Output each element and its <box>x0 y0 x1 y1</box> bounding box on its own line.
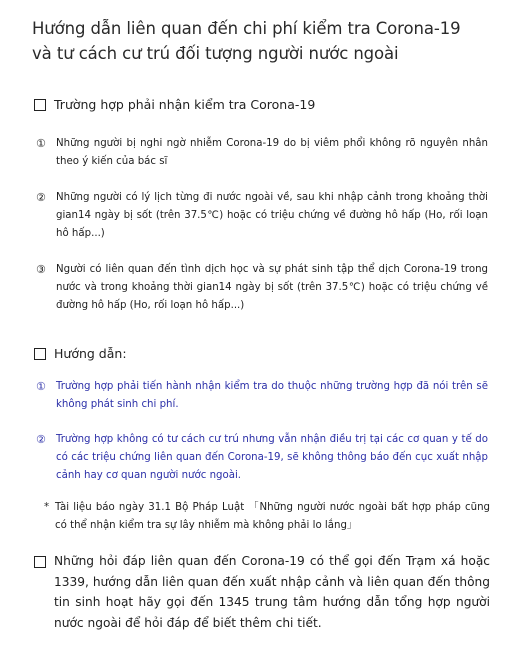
section-2-heading-text: Hướng dẫn: <box>54 346 127 361</box>
contact-info-text: Những hỏi đáp liên quan đến Corona-19 có thể gọi đến Trạm xá hoặc 1339, hướng dẫn liên quan đến xuất nhập cảnh và liên quan đến thông tin sinh hoạt hãy gọi đến 1345 trung tâm hướng dẫn tổng hợp người nước ngoài để hỏi đáp để biết thêm chi tiết. <box>54 554 490 630</box>
section-1-item-1 <box>36 135 488 171</box>
circled-number-1: ① <box>36 137 46 150</box>
section-1-item-2-text: Những người có lý lịch từng đi nước ngoài về, sau khi nhập cảnh trong khoảng thời gian14 ngày bị sốt (trên 37.5℃) hoặc có triệu chứng về đường hô hấp (Ho, rối loạn hô hấp...) <box>56 192 488 239</box>
section-1-heading-text: Trường hợp phải nhận kiểm tra Corona-19 <box>54 97 316 112</box>
checkbox-square-icon <box>34 99 46 111</box>
section-1-item-3-text: Người có liên quan đến tình dịch học và sự phát sinh tập thể dịch Corona-19 trong nước và trong khoảng thời gian14 ngày bị sốt (trên 37.5℃) hoặc có triệu chứng về đường hô hấp (Ho, rối loạn hô hấp...) <box>56 264 488 311</box>
section-1-heading <box>34 97 315 113</box>
checkbox-square-icon <box>34 556 46 568</box>
circled-number-2: ② <box>36 191 46 204</box>
reference-note-text: Tài liệu báo ngày 31.1 Bộ Pháp Luật 「Những người nước ngoài bất hợp pháp cũng có thể nhận kiểm tra sự lây nhiễm mà không phải lo lắng」 <box>55 502 490 531</box>
section-2-heading <box>34 346 127 362</box>
title-line-2: và tư cách cư trú đối tượng người nước ngoài <box>32 44 399 63</box>
title-line-1: Hướng dẫn liên quan đến chi phí kiểm tra Corona-19 <box>32 19 461 38</box>
section-2-item-1-text: Trường hợp phải tiến hành nhận kiểm tra do thuộc những trường hợp đã nói trên sẽ không phát sinh chi phí. <box>56 381 488 410</box>
reference-note <box>44 499 490 535</box>
section-2-item-2-text: Trường hợp không có tư cách cư trú nhưng vẫn nhận điều trị tại các cơ quan y tế do có các triệu chứng liên quan đến Corona-19, sẽ không thông báo đến cục xuất nhập cảnh hay cơ quan người nước ngoài. <box>56 434 488 481</box>
section-1-item-1-text: Những người bị nghi ngờ nhiễm Corona-19 do bị viêm phổi không rõ nguyên nhân theo ý kiến của bác sĩ <box>56 138 488 167</box>
section-1-item-3 <box>36 261 488 315</box>
circled-number-2: ② <box>36 433 46 446</box>
checkbox-square-icon <box>34 348 46 360</box>
section-1-item-2 <box>36 189 488 243</box>
circled-number-1: ① <box>36 380 46 393</box>
document-title <box>32 16 502 66</box>
section-2-item-1 <box>36 378 488 414</box>
section-2-item-2 <box>36 431 488 485</box>
contact-info <box>34 551 490 633</box>
circled-number-3: ③ <box>36 263 46 276</box>
asterisk-mark: * <box>44 502 50 513</box>
